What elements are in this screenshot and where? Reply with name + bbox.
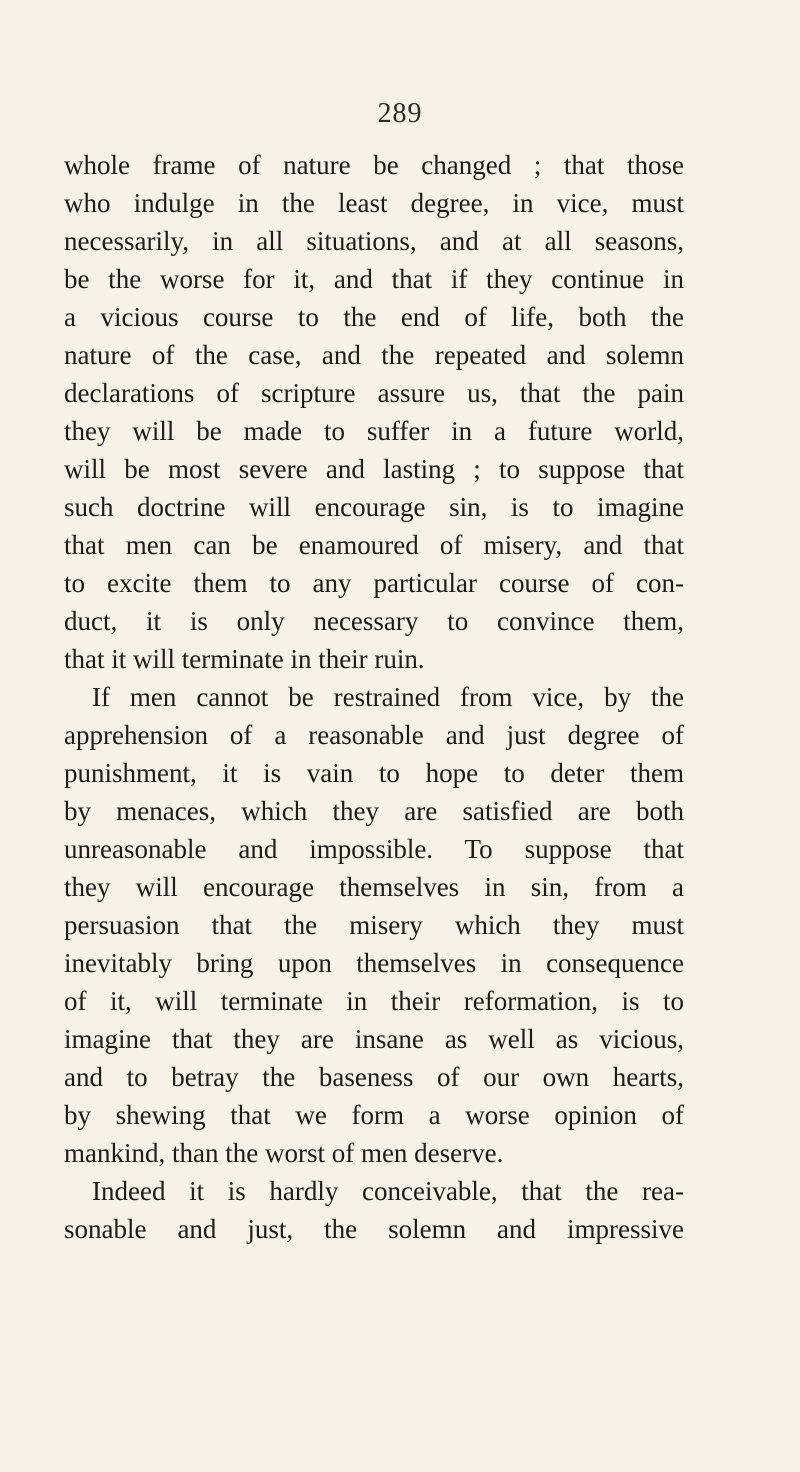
text-line: will be most severe and lasting ; to suppose that bbox=[64, 454, 684, 484]
text-line: who indulge in the least degree, in vice, must bbox=[64, 188, 684, 218]
text-line: If men cannot be restrained from vice, by the bbox=[92, 682, 684, 712]
text-line: such doctrine will encourage sin, is to imagine bbox=[64, 492, 684, 522]
text-line: to excite them to any particular course of con- bbox=[64, 568, 684, 598]
text-line: by menaces, which they are satisfied are both bbox=[64, 796, 684, 826]
text-line: and to betray the baseness of our own hearts, bbox=[64, 1062, 684, 1092]
text-line: unreasonable and impossible. To suppose that bbox=[64, 834, 684, 864]
text-line: a vicious course to the end of life, both the bbox=[64, 302, 684, 332]
text-line: nature of the case, and the repeated and solemn bbox=[64, 340, 684, 370]
text-line: mankind, than the worst of men deserve. bbox=[64, 1138, 504, 1168]
text-line: imagine that they are insane as well as vicious, bbox=[64, 1024, 684, 1054]
text-line: punishment, it is vain to hope to deter them bbox=[64, 758, 684, 788]
text-line: duct, it is only necessary to convince them, bbox=[64, 606, 684, 636]
text-line: be the worse for it, and that if they continue in bbox=[64, 264, 684, 294]
text-line: inevitably bring upon themselves in consequence bbox=[64, 948, 684, 978]
text-line: declarations of scripture assure us, that the pain bbox=[64, 378, 684, 408]
text-line: apprehension of a reasonable and just degree of bbox=[64, 720, 684, 750]
text-line: persuasion that the misery which they must bbox=[64, 910, 684, 940]
text-line: sonable and just, the solemn and impressive bbox=[64, 1214, 684, 1244]
text-line: by shewing that we form a worse opinion of bbox=[64, 1100, 684, 1130]
text-line: that men can be enamoured of misery, and that bbox=[64, 530, 684, 560]
body-text bbox=[64, 146, 684, 1248]
text-line: they will be made to suffer in a future world, bbox=[64, 416, 684, 446]
text-line: that it will terminate in their ruin. bbox=[64, 644, 425, 674]
text-line: Indeed it is hardly conceivable, that the rea- bbox=[92, 1176, 684, 1206]
text-line: they will encourage themselves in sin, from a bbox=[64, 872, 684, 902]
text-line: necessarily, in all situations, and at all seasons, bbox=[64, 226, 684, 256]
text-line: of it, will terminate in their reformation, is to bbox=[64, 986, 684, 1016]
text-line: whole frame of nature be changed ; that those bbox=[64, 150, 684, 180]
page-number: 289 bbox=[377, 98, 423, 129]
